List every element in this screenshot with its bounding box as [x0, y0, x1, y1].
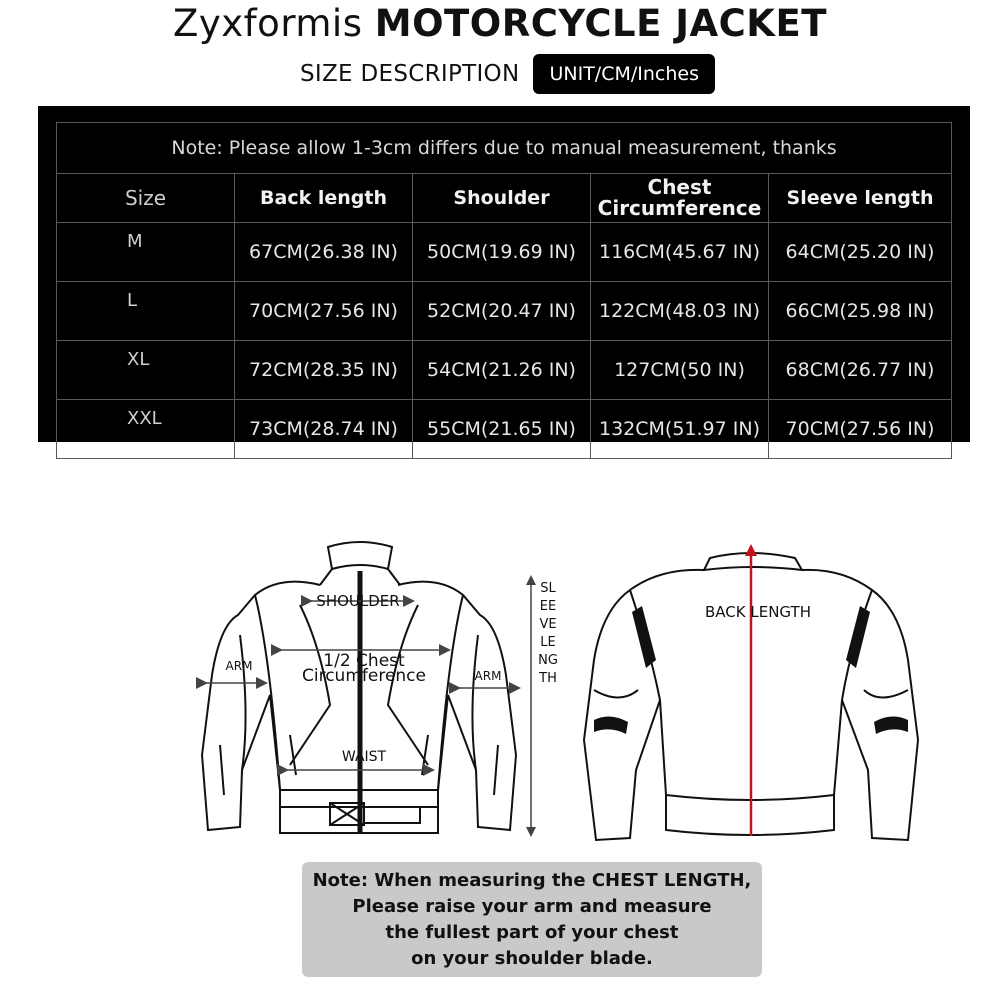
table-cell: 70CM(27.56 IN)	[769, 400, 952, 459]
table-cell: 64CM(25.20 IN)	[769, 223, 952, 282]
page-title	[0, 2, 1000, 45]
table-cell: 67CM(26.38 IN)	[235, 223, 413, 282]
chest-header-text: Chest Circumference	[597, 175, 762, 220]
arm-right-label: ARM	[474, 669, 502, 683]
chest-label-line2: Circumference	[302, 666, 426, 686]
column-header: Size	[57, 174, 235, 223]
shoulder-label: SHOULDER	[316, 592, 400, 610]
table-header-row	[57, 174, 952, 223]
note-suffix: ,	[744, 870, 752, 891]
size-table-panel	[38, 106, 970, 442]
chest-label-line1: 1/2 Chest	[323, 651, 405, 671]
sleeve-length-text: SLEEVE LENGTH	[538, 581, 558, 686]
table-row	[57, 400, 952, 459]
column-header	[591, 174, 769, 223]
note-line1	[302, 868, 762, 894]
table-cell: 55CM(21.65 IN)	[413, 400, 591, 459]
table-cell: 122CM(48.03 IN)	[591, 282, 769, 341]
column-header: Shoulder	[413, 174, 591, 223]
note-line3: the fullest part of your chest	[385, 922, 679, 943]
size-cell: M	[57, 223, 235, 282]
column-header: Sleeve length	[769, 174, 952, 223]
table-cell: 54CM(21.26 IN)	[413, 341, 591, 400]
table-row	[57, 282, 952, 341]
right-shoulder-panel	[846, 606, 870, 668]
note-line4: on your shoulder blade.	[411, 948, 653, 969]
left-elbow-pad	[594, 716, 628, 734]
back-jacket-diagram	[580, 540, 930, 850]
table-cell: 116CM(45.67 IN)	[591, 223, 769, 282]
back-length-arrowhead	[745, 544, 757, 556]
table-row	[57, 341, 952, 400]
note-prefix: Note: When measuring the	[312, 870, 592, 891]
table-cell: 132CM(51.97 IN)	[591, 400, 769, 459]
size-cell: L	[57, 282, 235, 341]
table-cell: 72CM(28.35 IN)	[235, 341, 413, 400]
size-cell: XXL	[57, 400, 235, 459]
back-length-label: BACK LENGTH	[705, 603, 811, 621]
sleeve-length-label	[538, 580, 558, 688]
front-jacket-diagram	[180, 535, 540, 845]
arm-left-label: ARM	[225, 659, 253, 673]
brand-name: Zyxformis	[173, 2, 363, 45]
column-header: Back length	[235, 174, 413, 223]
subtitle-row	[300, 52, 715, 96]
left-shoulder-panel	[632, 606, 656, 668]
waist-label: WAIST	[341, 749, 387, 765]
table-cell: 68CM(26.77 IN)	[769, 341, 952, 400]
size-description-label: SIZE DESCRIPTION	[300, 61, 520, 87]
product-name: MOTORCYCLE JACKET	[374, 2, 827, 45]
sleeve-length-arrow	[524, 575, 538, 837]
size-cell: XL	[57, 341, 235, 400]
right-elbow-pad	[874, 716, 908, 734]
table-cell: 127CM(50 IN)	[591, 341, 769, 400]
table-cell: 50CM(19.69 IN)	[413, 223, 591, 282]
note-emphasis: CHEST LENGTH	[591, 870, 745, 891]
table-cell: 66CM(25.98 IN)	[769, 282, 952, 341]
chest-measuring-note	[302, 862, 762, 977]
table-row	[57, 223, 952, 282]
unit-badge: UNIT/CM/Inches	[533, 54, 715, 94]
size-table	[56, 122, 952, 459]
measurement-note: Note: Please allow 1-3cm differs due to manual measurement, thanks	[57, 123, 952, 174]
table-cell: 73CM(28.74 IN)	[235, 400, 413, 459]
note-line2: Please raise your arm and measure	[352, 896, 712, 917]
table-cell: 52CM(20.47 IN)	[413, 282, 591, 341]
table-cell: 70CM(27.56 IN)	[235, 282, 413, 341]
